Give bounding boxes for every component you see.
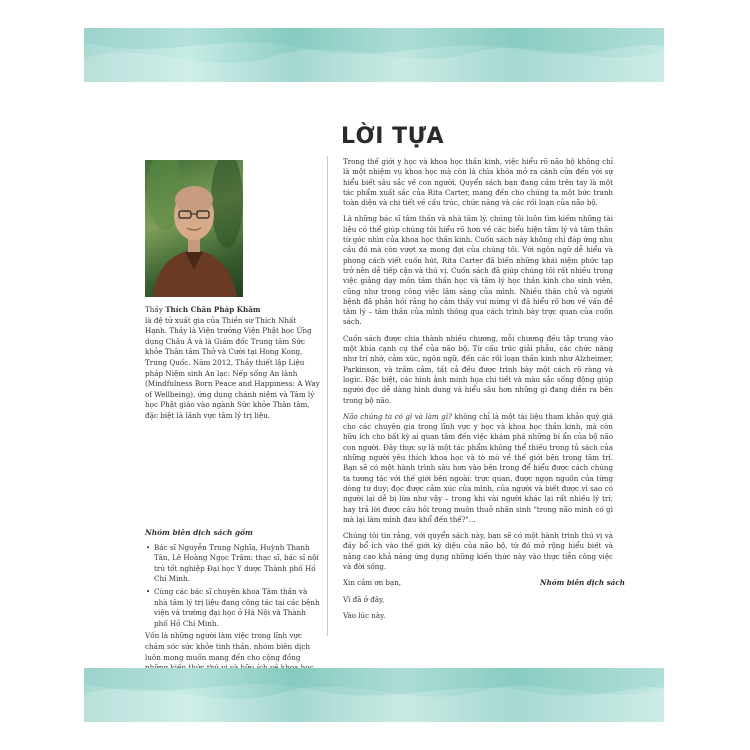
book-title-italic: Não chúng ta có gì và làm gì? [343, 411, 452, 421]
author-bio [145, 305, 320, 422]
bottom-decorative-band [84, 668, 664, 722]
body-paragraph: Chúng tôi tin rằng, với quyển sách này, bạn sẽ có một hành trình thú vị và đầy bổ ích vào thế giới kỳ diệu của não bộ, từ đó mở rộng hiểu biết và nâng cao khả năng ứng dụng những kiến thức này vào thực tiễn công việc và đời sống. [343, 531, 613, 571]
band-wave-pattern [84, 668, 664, 722]
author-portrait-photo [145, 160, 243, 297]
author-name: Thích Chân Pháp Khâm [165, 305, 261, 314]
signature: Nhóm biên dịch sách [540, 578, 625, 587]
team-list-item: • Bác sĩ Nguyễn Trung Nghĩa, Huỳnh Thanh Tân, Lê Hoàng Ngọc Trâm: thạc sĩ, bác sĩ nội trú tốt nghiệp Đại học Y dược Thành phố Hồ Chí Minh. [154, 543, 320, 585]
closing-line: Vì đã ở đây, [343, 594, 385, 604]
band-wave-pattern [84, 28, 664, 82]
top-decorative-band [84, 28, 664, 82]
body-paragraph: Trong thế giới y học và khoa học thần kinh, việc hiểu rõ não bộ không chỉ là một nhiệm vụ khoa học mà còn là chìa khóa mở ra cánh cửa đến với sự hiểu biết sâu sắc về con người. Quyển sách bạn đang cầm trên tay là một tác phẩm xuất sắc của Rita Carter, mang đến cho chúng ta một bức tranh toàn diện và chi tiết về cấu trúc, chức năng và các rối loạn của não bộ. [343, 157, 613, 208]
author-name-prefix: Thầy [145, 305, 166, 314]
body-paragraph [343, 412, 613, 525]
author-bio-text: là đệ tử xuất gia của Thiền sư Thích Nhất Hạnh. Thầy là Viện trưởng Viện Phật học Ứng dụng Châu Á và là Giám đốc Trung tâm Sức khỏe Thân tâm Thở và Cười tại Hong Kong, Trung Quốc. Năm 2012, Thầy thiết lập Liệu pháp Niệm sinh An lạc: Nếp sống An lành (Mindfulness Born Peace and Happiness: A Way of Wellbeing), ứng dụng chánh niệm và Tâm lý học Phật giáo vào ngành Sức khỏe Thân tâm, đặc biệt là lãnh vực tâm lý trị liệu. [145, 315, 320, 420]
body-paragraph: Cuốn sách được chia thành nhiều chương, mỗi chương đều tập trung vào một khía cạnh cụ thể của não bộ. Từ cấu trúc giải phẫu, các chức năng như trí nhớ, cảm xúc, ngôn ngữ, đến các rối loạn thần kinh như Alzheimer, Parkinson, và trầm cảm, tất cả đều được trình bày một cách rõ ràng và logic. Đặc biệt, các hình ảnh minh họa chi tiết và màu sắc sống động giúp người đọc dễ dàng hình dung và hiểu sâu hơn những gì đang diễn ra bên trong bộ não. [343, 333, 613, 405]
body-paragraph: Là những bác sĩ tâm thần và nhà tâm lý, chúng tôi luôn tìm kiếm những tài liệu có thể giúp chúng tôi hiểu rõ hơn về các biểu hiện tâm lý và tâm thần từ góc nhìn của khoa học thần kinh. Cuốn sách này không chỉ đáp ứng nhu cầu đó mà còn vượt xa mong đợi của chúng tôi. Với ngôn ngữ dễ hiểu và phong cách viết cuốn hút, Rita Carter đã biến những khái niệm phức tạp trở nên dễ tiếp cận và thú vị. Cuốn sách đã giúp chúng tôi rất nhiều trong việc giảng dạy môn tâm thần học và tâm lý học thần kinh cho sinh viên, cũng như trong công việc lâm sàng của mình. Nhiều thân chủ và người bệnh đã phản hồi rằng họ cảm thấy vui mừng vì đã hiểu rõ hơn về vấn đề tâm lý – tâm thần của mình thông qua cách trình bày trực quan của cuốn sách. [343, 214, 613, 327]
body-paragraph-rest: không chỉ là một tài liệu tham khảo quý giá cho các chuyên gia trong lĩnh vực y học và khoa học thần kinh, mà còn hữu ích cho bất kỳ ai quan tâm đến việc khám phá những bí ẩn của bộ não con người. Đây thực sự là một tác phẩm không thể thiếu trong tủ sách của những người yêu thích khoa học và tò mò về thế giới bên trong tâm trí. Bạn sẽ có một hành trình sâu hơn vào bên trong để hiểu được cách chúng ta tương tác với thế giới bên ngoài: trực quan, được ngọn nguồn của từng dòng tư duy; đọc được cảm xúc của mình, của người và biết được vì sao có người lại dễ bị lừa như vậy – trong khi vài người khác lại rất nhiều lý trí; hay trả lời được câu hỏi trong muôn thuở nhân sinh "trong não mình có gì mà lại làm mình đau khổ đến thế?"... [343, 411, 614, 524]
team-note: Vốn là những người làm việc trong lĩnh vực chăm sóc sức khỏe tinh thần, nhóm biên dịch luôn mong muốn mang đến cho cộng đồng [145, 631, 311, 662]
closing-line: Xin cảm ơn bạn, [343, 578, 402, 588]
team-heading: Nhóm biên dịch sách gồm [145, 528, 253, 537]
team-list-item: • Cùng các bác sĩ chuyên khoa Tâm thần và nhà tâm lý trị liệu đang công tác tại các bệnh viện và trường đại học ở Hà Nội và Thành phố Hồ Chí Minh. [154, 587, 320, 629]
page-title: LỜI TỰA [341, 124, 444, 149]
column-divider [327, 156, 328, 636]
closing-line: Vào lúc này. [343, 610, 386, 620]
preface-body [343, 157, 613, 627]
team-list [145, 543, 320, 630]
